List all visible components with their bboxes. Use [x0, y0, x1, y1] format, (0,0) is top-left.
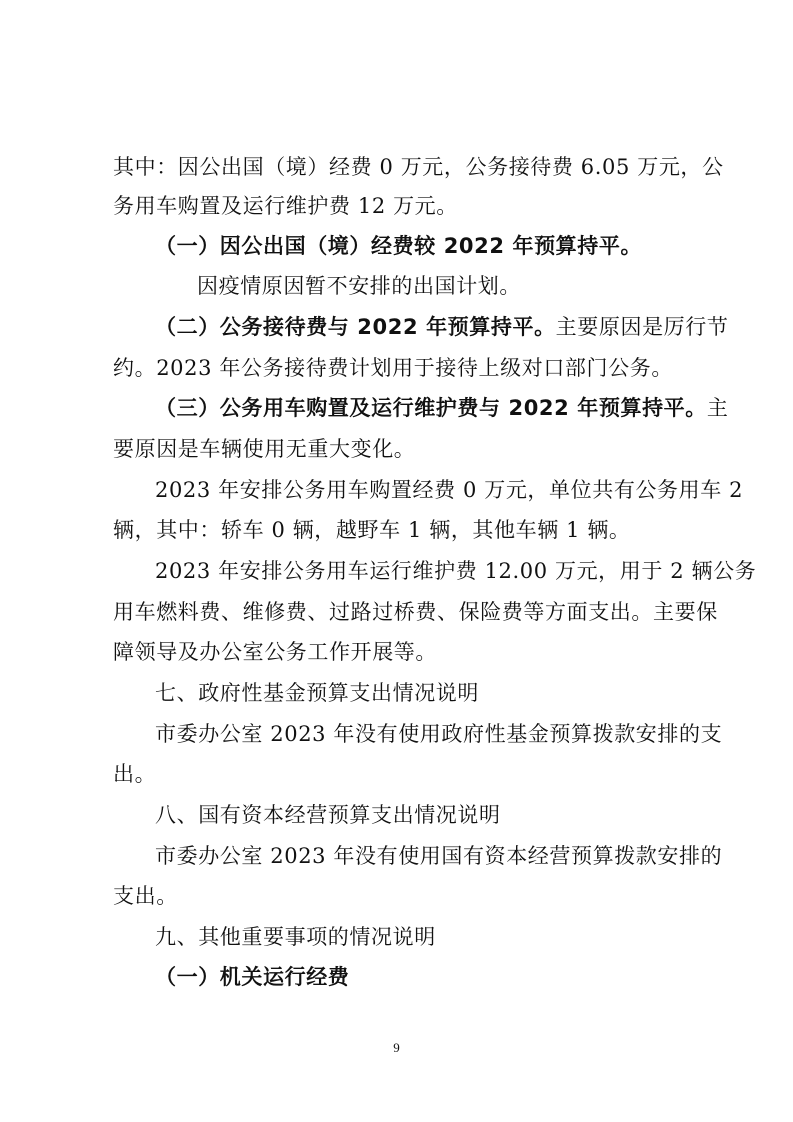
- page-number: 9: [393, 1040, 400, 1055]
- body-text-line: 务用车购置及运行维护费 12 万元。: [113, 194, 458, 218]
- body-text-line: 辆，其中：轿车 0 辆，越野车 1 辆，其他车辆 1 辆。: [113, 518, 631, 542]
- body-text-line: 出。: [113, 762, 157, 786]
- body-text-line: 2023 年安排公务用车购置经费 0 万元，单位共有公务用车 2: [155, 478, 744, 502]
- body-text-line: 约。2023 年公务接待费计划用于接待上级对口部门公务。: [113, 356, 673, 380]
- body-text-line: 要原因是车辆使用无重大变化。: [113, 437, 416, 461]
- body-text-line: 障领导及办公室公务工作开展等。: [113, 640, 437, 664]
- subheading-line: （一）因公出国（境）经费较 2022 年预算持平。: [155, 234, 643, 258]
- body-text-line: 2023 年安排公务用车运行维护费 12.00 万元，用于 2 辆公务: [155, 559, 757, 583]
- body-text-line: 其中：因公出国（境）经费 0 万元，公务接待费 6.05 万元，公: [113, 155, 724, 179]
- subheading-text: （二）公务接待费与 2022 年预算持平。: [155, 315, 556, 339]
- body-text: 主: [706, 396, 729, 420]
- body-text-line: 用车燃料费、维修费、过路过桥费、保险费等方面支出。主要保: [113, 600, 718, 624]
- subheading-line: （一）机关运行经费: [155, 965, 350, 989]
- body-text: 主要原因是厉行节: [555, 315, 729, 339]
- body-text-line: 市委办公室 2023 年没有使用政府性基金预算拨款安排的支: [155, 722, 723, 746]
- body-text-line: [155, 309, 729, 345]
- body-text-line: 因疫情原因暂不安排的出国计划。: [197, 274, 521, 298]
- subheading-text: （三）公务用车购置及运行维护费与 2022 年预算持平。: [155, 396, 707, 420]
- section-heading: 九、其他重要事项的情况说明: [155, 925, 436, 949]
- section-heading: 七、政府性基金预算支出情况说明: [155, 681, 479, 705]
- body-text-line: [155, 390, 729, 426]
- body-text-line: 支出。: [113, 884, 178, 908]
- body-text-line: 市委办公室 2023 年没有使用国有资本经营预算拨款安排的: [155, 844, 723, 868]
- section-heading: 八、国有资本经营预算支出情况说明: [155, 803, 501, 827]
